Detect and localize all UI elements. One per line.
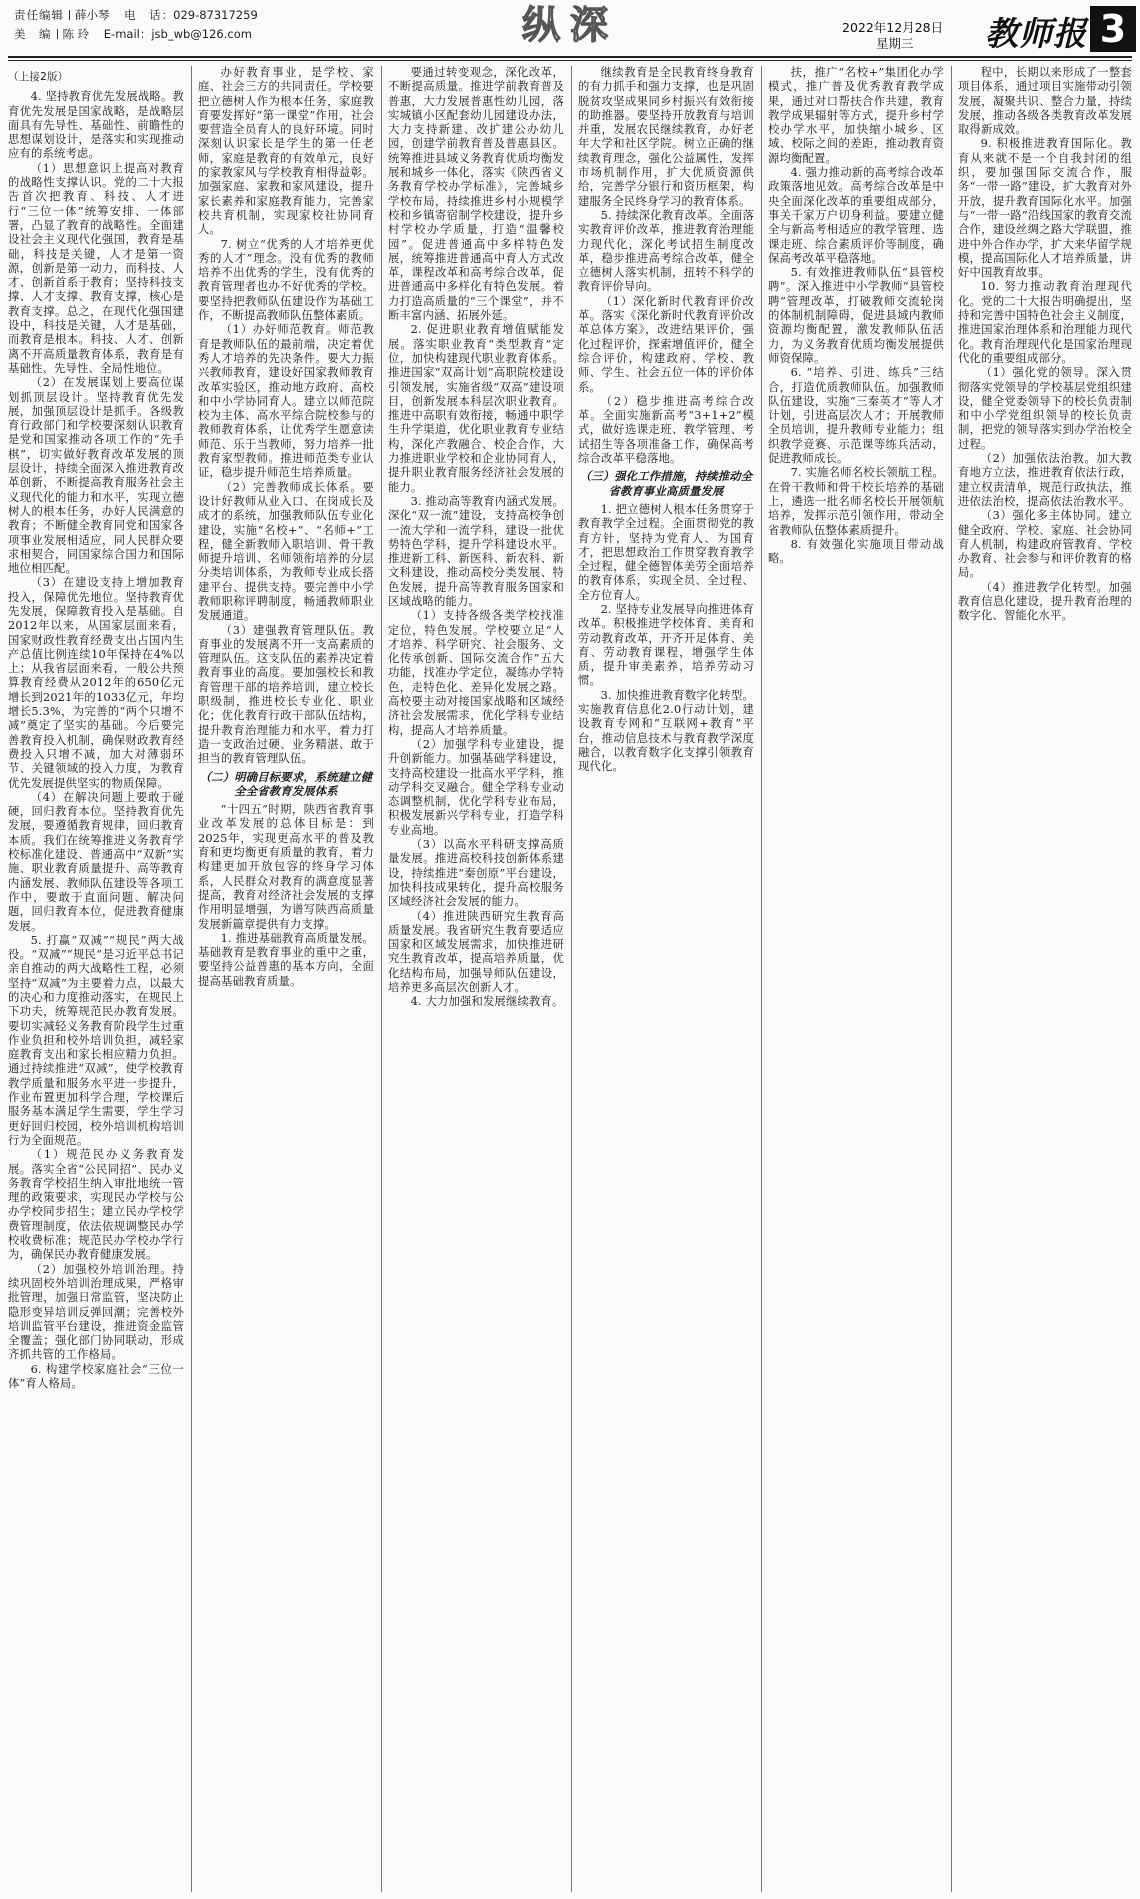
article-paragraph: （2）稳步推进高考综合改革。全面实施新高考“3+1+2”模式，做好选课走班、教学管理、考试招生等各项准备工作，确保高考综合改革平稳落地。 [578,394,754,466]
article-paragraph: （3）在建设支持上增加教育投入，保障优先地位。坚持教育优先发展，保障教育投入是基础。自2012年以来，从国家层面来看，国家财政性教育经费支出占国内生产总值比例连续10年保持在4%以上；从我省层面来看，一般公共预算教育经费从2012年的650亿元增长到2021年的1033亿元，年均增长5.3%，为完善的“两个只增不减”奠定了坚实的基础。今后要完善教育投入机制，确保财政教育经费投入只增不减，加大对薄弱环节、关键领域的投入力度，为教育优先发展提供坚实的物质保障。 [8,576,184,790]
credits-line-1: 责任编辑 薛小琴 电 话：029-87317259 [14,8,258,22]
article-paragraph: 2. 促进职业教育增值赋能发展。落实职业教育“类型教育”定位，加快构建现代职业教育体系。推进国家“双高计划”高职院校建设引领发展，实施省级“双高”建设项目，创新发展本科层次职业教育。推进中高职有效衔接，畅通中职学生升学渠道，优化职业教育专业结构，深化产教融合、校企合作，大力推进职业学校和企业协同育人，提升职业教育服务经济社会发展的能力。 [388,323,564,494]
email-label: E-mail [103,27,140,41]
article-paragraph: 4. 坚持教育优先发展战略。教育优先发展是国家战略，是战略层面具有先导性、基础性、前瞻性的思想谋划设计，是落实和实现推动应有的系统考虑。 [8,90,184,161]
editor-name: 薛小琴 [75,8,110,22]
article-paragraph: （3）建强教育管理队伍。教育事业的发展离不开一支高素质的管理队伍。这支队伍的素养决定着教育事业的高度。要加强校长和教育管理干部的培养培训，建立校长职级制，推进校长专业化、职业化；优化教育行政干部队伍结构，提升教育治理能力和水平，着力打造一支政治过硬、业务精湛、敢于担当的教育管理队伍。 [198,623,374,766]
article-paragraph: （1）思想意识上提高对教育的战略性支撑认识。党的二十大报告首次把教育、科技、人才进行“三位一体”统筹安排、一体部署，凸显了教育的战略性。全面建设社会主义现代化强国，教育是基础，科技是关键，人才是第一资源，创新是第一动力，而科技、人才、创新首系于教育；坚持科技支撑、人才支撑、教育支撑，核心是教育支撑。总之，在现代化强国建设中，科技是关键，人才是基础，而教育是根本。科技、人才、创新离不开高质量教育体系，教育是有基础性、先导性、全局性地位。 [8,161,184,375]
separator [57,29,58,39]
article-paragraph: （1）规范民办义务教育发展。落实全省“公民同招”、民办义务教育学校招生纳入审批地统一管理的政策要求，实现民办学校与公办学校同步招生；建立民办学校学费管理制度，依法依规调整民办学校收费标准；规范民办学校办学行为，确保民办教育健康发展。 [8,1148,184,1262]
article-paragraph: 8. 有效强化实施项目带动战略。 [768,537,944,566]
credits-line-2: 美 编 陈 玲 E-mail：jsb_wb@126.com [14,27,252,41]
article-paragraph: （1）支持各级各类学校找准定位，特色发展。学校要立足“人才培养、科学研究、社会服务、文化传承创新、国际交流合作”五大功能，找准办学定位，凝练办学特色，走特色化、差异化发展之路。高校要主动对接国家战略和区域经济社会发展需求，优化学科专业结构，提高人才培养质量。 [388,609,564,737]
phone-label: 电 话 [124,8,162,22]
column-4 [578,66,754,1892]
article-paragraph: 4. 大力加强和发展继续教育。 [410,995,564,1009]
masthead [0,0,1140,60]
column-divider [951,66,952,1892]
article-paragraph: “十四五”时期，陕西省教育事业改革发展的总体目标是：到2025年，实现更高水平的普及教育和更均衡更有质量的教育，着力构建更加开放包容的终身学习体系，人民群众对教育的满意度显著提高，教育对经济社会发展的支撑作用明显增强，为谱写陕西高质量发展新篇章提供有力支撑。 [198,803,374,931]
article-paragraph: 5. 持续深化教育改革。全面落实教育评价改革，推进教育治理能力现代化，深化考试招生制度改革，稳步推进高考综合改革，健全立德树人落实机制，扭转不科学的教育评价导向。 [578,208,754,294]
email-address[interactable]: jsb_wb@126.com [151,27,252,41]
editor-label: 责任编辑 [14,8,64,22]
column-2 [198,66,374,1892]
article-paragraph: 3. 推动高等教育内涵式发展。深化“双一流”建设，支持高校争创一流大学和一流学科，建设一批优势特色学科，提升学科建设水平。推进新工科、新医科、新农科、新文科建设，推动高校分类发展、特色发展，提升高等教育服务国家和区域战略的能力。 [388,494,564,608]
article-paragraph: 6. 构建学校家庭社会“三位一体”育人格局。 [8,1362,184,1391]
issue-date [842,20,943,52]
article-paragraph: （2）加强依法治教。加大教育地方立法，推进教育依法行政，建立权责清单，规范行政执法，推进依法治校，提高依法治教水平。 [958,452,1132,508]
article-paragraph: （4）在解决问题上要敢于碰硬，回归教育本位。坚持教育优先发展，要遵循教育规律，回归教育本质。我们在统筹推进义务教育学校标准化建设、普通高中“双新”实施、职业教育质量提升、高等教育内涵发展、教师队伍建设等各项工作中，要敢于直面问题、解决问题，回归教育本位，促进教育健康发展。 [8,790,184,933]
article-paragraph: 7. 实施名师名校长领航工程。在骨干教师和骨干校长培养的基础上，遴选一批名师名校长开展领航培养，发挥示范引领作用，带动全省教师队伍整体素质提升。 [768,466,944,537]
article-paragraph: 程中，长期以来形成了一整套项目体系，通过项目实施带动引领发展，凝聚共识、整合力量，持续发展，推动各级各类教育改革发展取得新成效。 [958,66,1132,137]
article-paragraph: 办好教育事业，是学校、家庭、社会三方的共同责任。学校要把立德树人作为根本任务，家庭教育要发挥好“第一课堂”作用，社会要营造全员育人的良好环境。同时深刻认识家长是学生的第一任老师，家庭是教育的有效单元，良好的家教家风与学校教育相得益彰。加强家庭、家教和家风建设，提升家长素养和家庭教育能力，完善家校共育机制，实现家校社协同育人。 [198,66,374,237]
article-paragraph: 4. 强力推动新的高考综合改革政策落地见效。高考综合改革是中央全面深化改革的重要组成部分，事关千家万户切身利益。要建立健全与新高考相适应的教学管理、选课走班、综合素质评价等制度，确保高考改革平稳落地。 [768,166,944,265]
column-divider [571,66,572,1892]
article-paragraph: 10. 努力推动教育治理现代化。党的二十大报告明确提出，坚持和完善中国特色社会主义制度，推进国家治理体系和治理能力现代化。教育治理现代化是国家治理现代化的重要组成部分。 [958,280,1132,365]
article-body [8,66,1132,1892]
date: 2022年12月28日 [842,20,944,35]
article-paragraph: （1）深化新时代教育评价改革。落实《深化新时代教育评价改革总体方案》，改进结果评价，强化过程评价，探索增值评价，健全综合评价，构建政府、学校、教师、学生、社会五位一体的评价体系。 [578,294,754,394]
newspaper-logo: 教师报 [985,14,1087,53]
article-paragraph: 3. 加快推进教育数字化转型。实施教育信息化2.0行动计划，建设教育专网和“互联网+教育”平台，推动信息技术与教育教学深度融合，以教育数字化支撑引领教育现代化。 [578,688,754,774]
article-paragraph: （3）强化多主体协同。建立健全政府、学校、家庭、社会协同育人机制，构建政府管教育、学校办教育、社会参与和评价教育的格局。 [958,509,1132,580]
separator [69,10,70,20]
column-divider [191,66,192,1892]
continuation-note: （上接2版） [8,71,69,83]
article-paragraph: （2）加强校外培训治理。持续巩固校外培训治理成果，严格审批管理，加强日常监管，坚决防止隐形变异培训反弹回潮；完善校外培训监管平台建设，推进资金监管全覆盖；强化部门协同联动，形成齐抓共管的工作格局。 [8,1262,184,1362]
article-paragraph: 9. 积极推进教育国际化。教育从来就不是一个自我封闭的组织，要加强国际交流合作，服务“一带一路”建设，扩大教育对外开放，提升教育国际化水平。加强与“一带一路”沿线国家的教育交流合作，建设丝绸之路大学联盟，推进中外合作办学，扩大来华留学规模，提高国际化人才培养质量，讲好中国教育故事。 [958,137,1132,280]
article-paragraph: 5. 打赢“双减”“规民”两大战役。“双减”“规民”是习近平总书记亲自推动的两大战略性工程，必须坚持“双减”为主要着力点，以最大的决心和力度推动落实，在规民上下功夫，统筹规范民办教育发展。要切实减轻义务教育阶段学生过重作业负担和校外培训负担，减轻家庭教育支出和家长相应精力负担。通过持续推进“双减”，使学校教育教学质量和服务水平进一步提升，作业布置更加科学合理，学校课后服务基本满足学生需要，学生学习更好回归校园，校外培训机构培训行为全面规范。 [8,933,184,1147]
article-paragraph: 7. 树立“优秀的人才培养更优秀的人才”理念。没有优秀的教师培养不出优秀的学生，没有优秀的教育管理者也办不好优秀的学校。要坚持把教师队伍建设作为基础工作，不断提高教师队伍整体素质。 [198,237,374,323]
article-paragraph: （4）推进教学化转型。加强教育信息化建设，提升教育治理的数字化、智能化水平。 [958,580,1132,623]
section-subheading: （二）明确目标要求，系统建立健全全省教育发展体系 [199,770,373,798]
article-paragraph: 要通过转变观念，深化改革，不断提高质量。推进学前教育普及普惠，大力发展普惠性幼儿园，落实城镇小区配套幼儿园建设办法，大力支持新建、改扩建公办幼儿园，创建学前教育普及普惠县区。统筹推进县域义务教育优质均衡发展和城乡一体化，落实《陕西省义务教育学校办学标准》，完善城乡学校布局，持续推进乡村小规模学校和乡镇寄宿制学校建设，提升乡村学校办学质量，打造“温馨校园”。促进普通高中多样特色发展，统筹推进普通高中育人方式改革，课程改革和高考综合改革，促进普通高中多样化有特色发展。着力打造高质量的“三个课堂”，并不断丰富内涵、拓展外延。 [388,66,564,323]
article-paragraph: 1. 推进基础教育高质量发展。基础教育是教育事业的重中之重，要坚持公益普惠的基本方向，全面提高基础教育质量。 [198,931,374,988]
column-divider [761,66,762,1892]
article-paragraph: 6. “培养、引进、练兵”三结合，打造优质教师队伍。加强教师队伍建设，实施“三秦英才”等人才计划，引进高层次人才；开展教师全员培训，提升教师专业能力；组织教学竞赛、示范课等练兵活动，促进教师成长。 [768,366,944,466]
article-paragraph: （1）办好师范教育。师范教育是教师队伍的最前端，决定着优秀人才培养的先决条件。要大力振兴教师教育，建设好国家教师教育改革实验区，推动地方政府、高校和中小学协同育人。建立以师范院校为主体、高水平综合院校参与的教师教育体系，让优秀学生愿意读师范、乐于当教师，努力培养一批教育家型教师。推进师范类专业认证，稳步提升师范生培养质量。 [198,323,374,480]
article-paragraph: （1）强化党的领导。深入贯彻落实党领导的学校基层党组织建设，健全党委领导下的校长负责制和中小学党组织领导的校长负责制，把党的领导落实到办学治校全过程。 [958,366,1132,451]
header-rule [8,56,1132,58]
column-6 [958,66,1132,1892]
section-subheading: （三）强化工作措施，持续推动全省教育事业高质量发展 [579,470,753,498]
phone-number: 029-87317259 [173,8,258,22]
article-paragraph: 继续教育是全民教育终身教育的有力抓手和强力支撑，也是巩固脱贫攻坚成果同乡村振兴有效衔接的助推器。要坚持开放教育与培训并重，发展农民继续教育，办好老年大学和社区学院。树立正确的继续教育理念，强化公益属性，发挥市场机制作用，扩大优质资源供给，完善学分银行和资历框架，构建服务全民终身学习的教育体系。 [578,66,754,208]
article-paragraph: 2. 坚持专业发展导向推进体育改革。积极推进学校体育、美育和劳动教育改革，开齐开足体育、美育、劳动教育课程，增强学生体质，提升审美素养，培养劳动习惯。 [578,602,754,688]
art-editor-label: 美 编 [14,27,52,41]
editor-credits [14,6,258,44]
article-paragraph: 1. 把立德树人根本任务贯穿于教育教学全过程。全面贯彻党的教育方针，坚持为党育人、为国育才，把思想政治工作贯穿教育教学全过程，健全德智体美劳全面培养的教育体系，实现全员、全过程、全方位育人。 [578,502,754,602]
section-title: 纵深 [521,3,618,47]
article-paragraph: （3）以高水平科研支撑高质量发展。推进高校科技创新体系建设，持续推进“秦创原”平台建设，加快科技成果转化，提升高校服务区域经济社会发展的能力。 [388,838,564,909]
page-number: 3 [1090,6,1136,52]
article-paragraph: （2）完善教师成长体系。要设计好教师从业入口、在岗成长及成才的系统，加强教师队伍专业化建设，实施“名校+”、“名师+”工程，健全新教师入职培训、骨干教师提升培训、名师领衔培养的分层分类培训体系，为教师专业成长搭建平台、提供支持。要完善中小学教师职称评聘制度，畅通教师职业发展通道。 [198,480,374,623]
article-paragraph: （2）加强学科专业建设，提升创新能力。加强基础学科建设，支持高校建设一批高水平学科，推动学科交叉融合。健全学科专业动态调整机制，优化学科专业布局，积极发展新兴学科专业，打造学科专业高地。 [388,737,564,837]
art-editor-name: 陈 玲 [62,27,90,41]
article-paragraph: 扶，推广“名校+”集团化办学模式，推广普及优秀教育教学成果，通过对口帮扶合作共建，教育教学成果辐射等方式，提升乡村学校办学水平，加快缩小城乡、区域、校际之间的差距，推动教育资源均衡配置。 [768,66,944,165]
column-3 [388,66,564,1892]
column-1 [8,66,184,1892]
article-paragraph: （4）推进陕西研究生教育高质量发展。我省研究生教育要适应国家和区域发展需求，加快推进研究生教育改革，提高培养质量，优化结构布局，加强导师队伍建设，培养更多高层次创新人才。 [388,909,564,994]
article-paragraph: （2）在发展谋划上要高位谋划抓顶层设计。坚持教育优先发展，加强顶层设计是抓手。各级教育行政部门和学校要深刻认识教育是党和国家推动各项工作的“先手棋”，切实做好教育改革发展的顶层设计，持续全面深入推进教育改革创新，不断提高教育服务社会主义现代化的能力和水平，实现立德树人的根本任务，办好人民满意的教育；不断健全教育同党和国家各项事业发展相适应，同人民群众要求相契合，同国家综合国力和国际地位相匹配。 [8,376,184,576]
article-paragraph: 5. 有效推进教师队伍“县管校聘”。深入推进中小学教师“县管校聘”管理改革，打破教师交流轮岗的体制机制障碍，促进县域内教师资源均衡配置，激发教师队伍活力，为义务教育优质均衡发展提供师资保障。 [768,266,944,365]
column-5 [768,66,944,1892]
weekday: 星期三 [876,36,914,51]
column-divider [381,66,382,1892]
header-rule-thin [8,60,1132,61]
